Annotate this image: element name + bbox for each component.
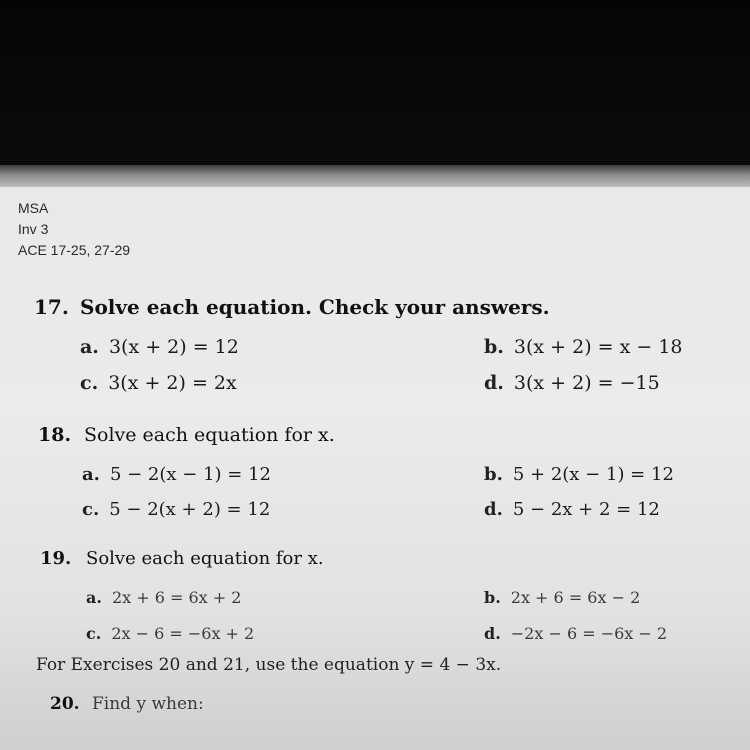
- part-label: b.: [484, 588, 501, 607]
- part-17b: [484, 336, 683, 358]
- part-label: c.: [80, 372, 99, 394]
- dark-background: [0, 0, 750, 165]
- equation: 2x − 6 = −6x + 2: [111, 624, 255, 643]
- header-course: MSA: [18, 200, 49, 216]
- part-18a: [82, 464, 271, 485]
- part-19b: [484, 588, 640, 607]
- problem-prompt: Solve each equation for x.: [86, 548, 324, 569]
- equation: 5 + 2(x − 1) = 12: [512, 464, 674, 485]
- equation: 5 − 2(x − 1) = 12: [109, 464, 271, 485]
- problem-number: 20.: [50, 694, 80, 714]
- part-label: a.: [86, 588, 102, 607]
- paper-edge: [0, 165, 750, 187]
- problem-number: 18.: [38, 424, 72, 446]
- part-label: b.: [484, 336, 504, 358]
- exercise-note: For Exercises 20 and 21, use the equation y = 4 − 3x.: [36, 655, 502, 675]
- part-19a: [86, 588, 241, 607]
- equation: 5 − 2(x + 2) = 12: [109, 499, 271, 520]
- part-19c: [86, 624, 254, 643]
- part-19d: [484, 624, 667, 643]
- part-label: d.: [484, 499, 503, 520]
- header-investigation: Inv 3: [18, 221, 49, 237]
- part-17c: [80, 372, 237, 394]
- equation: 3(x + 2) = 2x: [108, 372, 237, 394]
- problem-number: 19.: [40, 548, 72, 569]
- problem-prompt: Solve each equation for x.: [84, 424, 335, 446]
- part-label: a.: [82, 464, 100, 485]
- equation: 2x + 6 = 6x + 2: [111, 588, 242, 607]
- part-18d: [484, 499, 660, 520]
- equation: −2x − 6 = −6x − 2: [510, 624, 668, 643]
- part-label: c.: [86, 624, 102, 643]
- part-label: a.: [80, 336, 99, 358]
- part-17a: [80, 336, 239, 358]
- problem-prompt: Solve each equation. Check your answers.: [80, 295, 550, 319]
- problem-number: 17.: [34, 295, 69, 319]
- equation: 2x + 6 = 6x − 2: [510, 588, 641, 607]
- part-18c: [82, 499, 270, 520]
- part-label: d.: [484, 372, 504, 394]
- part-label: c.: [82, 499, 100, 520]
- equation: 3(x + 2) = −15: [513, 372, 660, 394]
- equation: 3(x + 2) = x − 18: [513, 336, 683, 358]
- part-18b: [484, 464, 674, 485]
- part-17d: [484, 372, 660, 394]
- header-assignment: ACE 17-25, 27-29: [18, 242, 131, 258]
- worksheet-page: [0, 187, 750, 750]
- equation: 5 − 2x + 2 = 12: [512, 499, 660, 520]
- part-label: b.: [484, 464, 503, 485]
- part-label: d.: [484, 624, 501, 643]
- problem-prompt: Find y when:: [92, 694, 204, 714]
- equation: 3(x + 2) = 12: [108, 336, 239, 358]
